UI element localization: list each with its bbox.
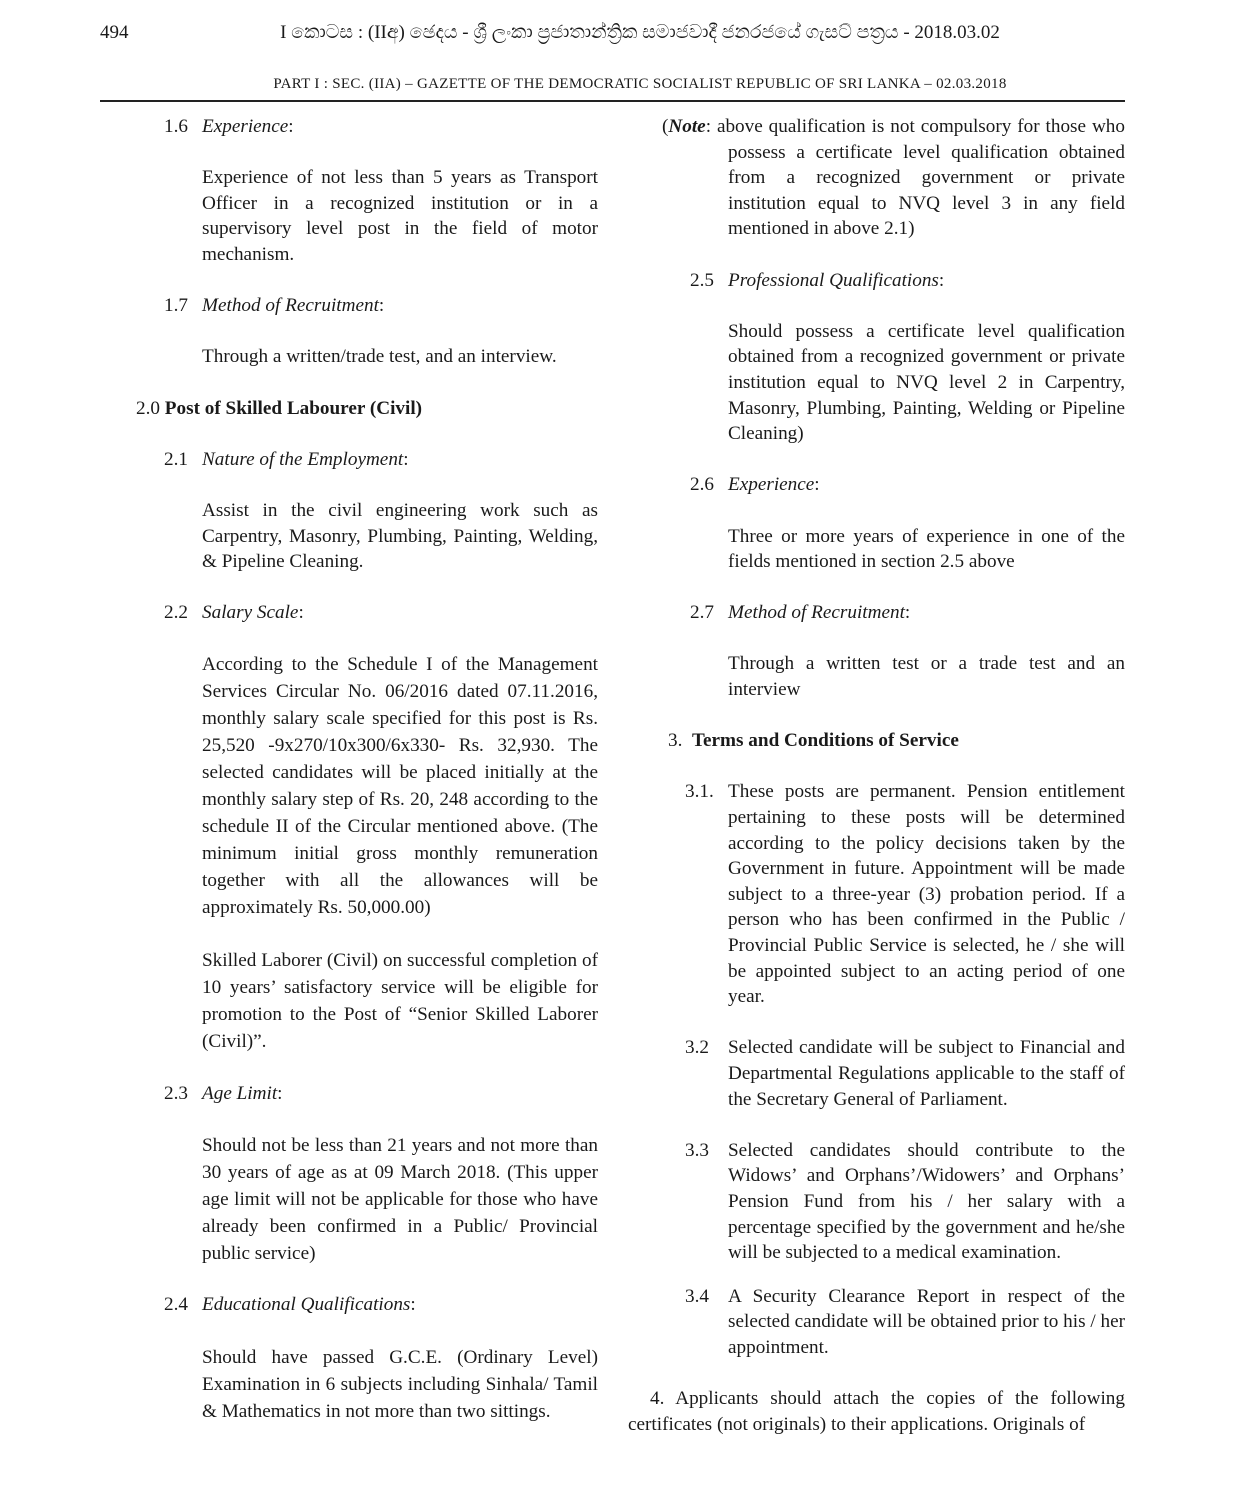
header-english-title: PART I : SEC. (IIA) – GAZETTE OF THE DEMOCRATIC SOCIALIST REPUBLIC OF SRI LANKA – 02.03.2018: [273, 76, 1007, 92]
condition-number: 3.3: [685, 1139, 709, 1161]
section-title: Method of Recruitment: [728, 602, 905, 624]
section-title: Method of Recruitment: [202, 295, 379, 317]
colon: :: [288, 116, 294, 137]
condition-text: These posts are permanent. Pension entitlement pertaining to these posts will be determined according to the policy decisions taken by the Government in future. Appointment will be made subject to a three-year (3) probation period. If a person who has been confirmed in the Public / Provincial Public Service is selected, he / she will be appointed subject to an acting period of one year.: [728, 781, 1125, 1008]
section-title: Professional Qualifications: [728, 269, 939, 291]
section-title: Experience: [202, 116, 289, 137]
section-2-2-text-2: Skilled Laborer (Civil) on successful completion of 10 years’ satisfactory service will be eligible for promotion to the Post of “Senior Skilled Laborer (Civil)”.: [202, 950, 598, 1053]
section-number: 2.0: [136, 397, 160, 419]
section-2-0-heading: [136, 396, 598, 422]
section-2-2-heading: [100, 600, 598, 626]
condition-number: 3.2: [685, 1037, 709, 1059]
condition-3-4: [628, 1284, 1125, 1361]
paragraph-4: 4. Applicants should attach the copies of the following certificates (not originals) to their applications. Originals of: [628, 1388, 1125, 1435]
header-rule: [100, 100, 1125, 102]
section-title: Educational Qualifications: [202, 1294, 411, 1316]
section-2-2-text-1: According to the Schedule I of the Management Services Circular No. 06/2016 dated 07.11.2016, monthly salary scale specified for this post is Rs. 25,520 -9x270/10x300/6x330- Rs. 32,930. The selected candidates will be placed initially at the monthly salary step of Rs. 20, 248 according to the schedule II of the Circular mentioned above. (The minimum initial gross monthly remuneration together with all the allowances will be approximately Rs. 50,000.00): [202, 654, 598, 919]
condition-number: 3.4: [685, 1285, 709, 1307]
condition-3-2: [628, 1035, 1125, 1112]
section-2-5-text: Should possess a certificate level qualification obtained from a recognized government or private institution equal to NVQ level 2 in Carpentry, Masonry, Plumbing, Painting, Welding or Pipeline Cleaning): [728, 320, 1125, 445]
note-paren: (: [662, 116, 669, 137]
section-title: Post of Skilled Labourer (Civil): [164, 397, 423, 419]
page-number: 494: [100, 22, 129, 43]
section-title: Age Limit: [202, 1082, 278, 1104]
section-number: 2.6: [690, 474, 714, 496]
colon: :: [814, 474, 820, 496]
section-2-3-text: Should not be less than 21 years and not more than 30 years of age as at 09 March 2018. (This upper age limit will not be applicable for those who have already been confirmed in a Public/ Provincial public service): [202, 1134, 598, 1264]
condition-text: Selected candidates should contribute to the Widows’ and Orphans’/Widowers’ and Orphans’ Pension Fund from his / her salary with a percentage specified by the government and he/she will be subjected to a medical examination.: [728, 1139, 1125, 1264]
section-number: 1.6: [164, 116, 188, 137]
section-number: 1.7: [164, 295, 188, 317]
section-2-7-heading: [628, 600, 1125, 626]
section-number: 3.: [668, 730, 683, 752]
condition-3-3: [628, 1138, 1125, 1266]
section-title: Nature of the Employment: [202, 448, 404, 470]
section-1-6-heading: [100, 114, 598, 140]
section-number: 2.7: [690, 602, 714, 624]
section-2-4-text: Should have passed G.C.E. (Ordinary Level) Examination in 6 subjects including Sinhala/ Tamil & Mathematics in not more than two sittings.: [202, 1346, 598, 1422]
section-2-1-text: Assist in the civil engineering work such as Carpentry, Masonry, Plumbing, Painting, Welding, & Pipeline Cleaning.: [202, 499, 598, 573]
colon: :: [904, 602, 911, 624]
condition-text: Selected candidate will be subject to Financial and Departmental Regulations applicable to the staff of the Secretary General of Parliament.: [728, 1037, 1125, 1110]
section-2-1-heading: [100, 447, 598, 473]
note-text: : above qualification is not compulsory for those who possess a certificate level qualification obtained from a recognized government or private institution equal to NVQ level 3 in any field mentioned in above 2.1): [705, 116, 1125, 240]
section-2-5-heading: [628, 268, 1125, 294]
condition-3-1: [628, 779, 1125, 1009]
header-sinhala-title: I කොටස : (IIඅ) ඡෙදය - ශ්‍රී ලංකා ප්‍රජාතාන්ත්‍රික සමාජවාදී ජනරජයේ ගැසට් පත්‍රය - 2018.03.02: [280, 22, 1000, 43]
section-1-7-text: Through a written/trade test, and an interview.: [202, 346, 557, 368]
section-2-4-heading: [100, 1292, 598, 1318]
section-number: 2.4: [164, 1294, 188, 1316]
section-2-7-text: Through a written test or a trade test and an interview: [728, 653, 1125, 701]
section-number: 2.3: [164, 1082, 188, 1104]
note-label: Note: [668, 116, 706, 137]
colon: :: [378, 295, 385, 317]
section-title: Experience: [728, 474, 815, 496]
section-2-6-text: Three or more years of experience in one of the fields mentioned in section 2.5 above: [728, 525, 1125, 573]
section-1-7-heading: [100, 293, 598, 319]
section-number: 2.1: [164, 448, 188, 470]
condition-number: 3.1.: [685, 781, 714, 803]
section-title: Terms and Conditions of Service: [691, 730, 959, 752]
left-column: [100, 114, 598, 1425]
colon: :: [403, 448, 409, 470]
colon: :: [410, 1294, 416, 1316]
section-number: 2.2: [164, 602, 188, 624]
condition-text: A Security Clearance Report in respect of the selected candidate will be obtained prior to his / her appointment.: [728, 1285, 1125, 1358]
right-column: [628, 114, 1125, 1437]
section-2-3-heading: [100, 1081, 598, 1107]
section-number: 2.5: [690, 269, 714, 291]
section-title: Salary Scale: [202, 602, 299, 624]
colon: :: [938, 269, 945, 291]
colon: :: [277, 1082, 283, 1104]
note-paragraph: [628, 114, 1125, 242]
section-3-heading: [668, 728, 1125, 754]
colon: :: [298, 602, 304, 624]
section-2-6-heading: [628, 472, 1125, 498]
section-1-6-text: Experience of not less than 5 years as Transport Officer in a recognized institution or in a supervisory level post in the field of motor mechanism.: [202, 167, 598, 265]
